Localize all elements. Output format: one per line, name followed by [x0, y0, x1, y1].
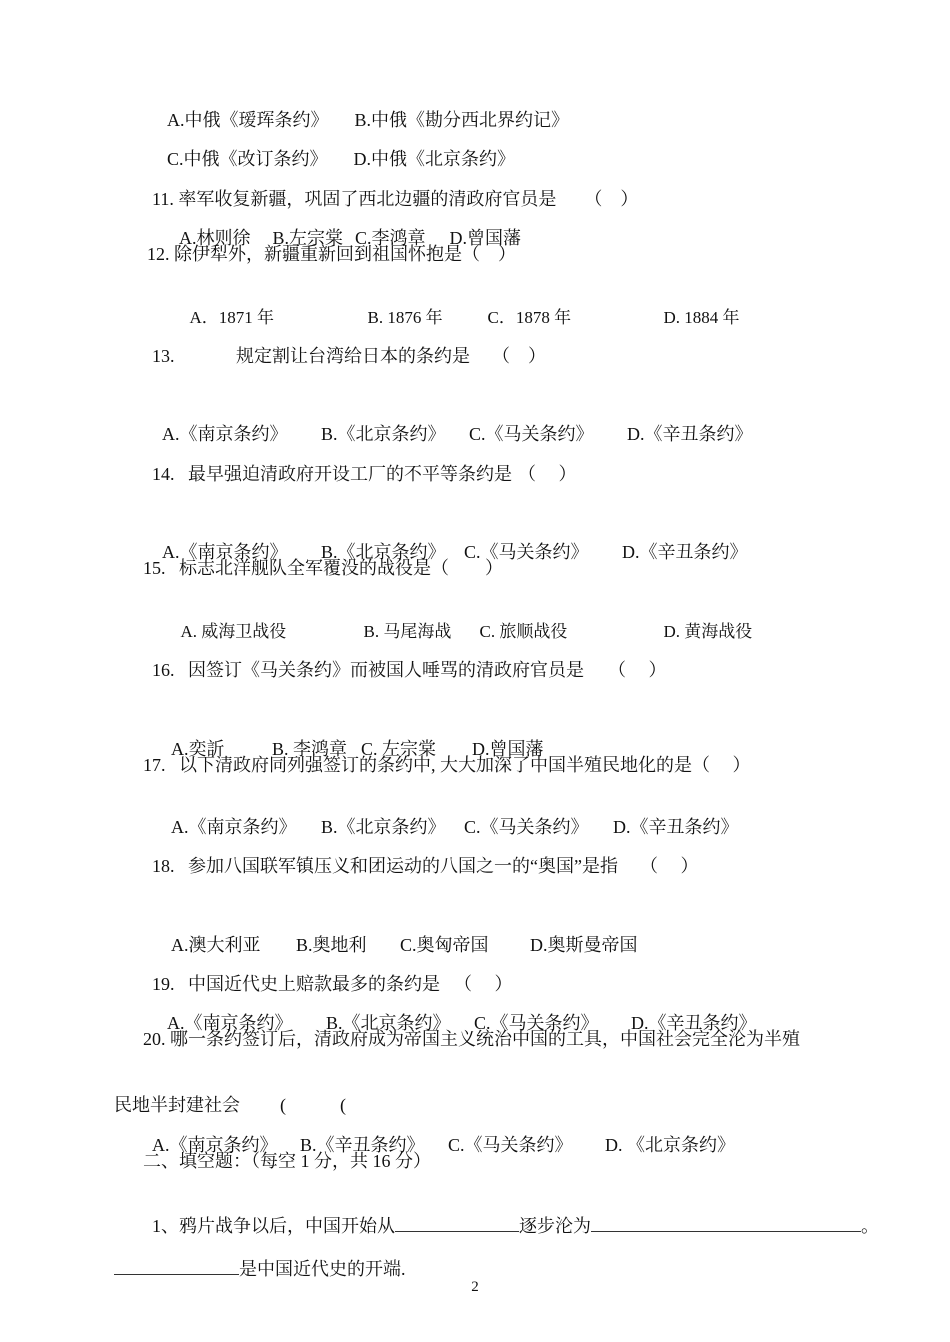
- option-a: A.《南京条约》: [152, 1135, 278, 1155]
- question-15-stem: 15. 标志北洋舰队全军覆没的战役是（ ）: [143, 558, 503, 578]
- option-d: D. 《北京条约》: [605, 1135, 735, 1155]
- option-b: B. 1876 年: [367, 308, 443, 327]
- option-d: D.《辛丑条约》: [631, 1013, 757, 1033]
- answer-blank[interactable]: [114, 1256, 239, 1275]
- option-b: B.左宗棠: [272, 228, 344, 248]
- option-c: C. 旅顺战役: [479, 622, 568, 641]
- option-b: B.奥地利: [296, 935, 367, 955]
- question-12-options: [181, 282, 740, 327]
- option-c: C.奥匈帝国: [400, 935, 489, 955]
- question-16-options: [162, 713, 544, 759]
- option-d: D. 黄海战役: [663, 622, 753, 641]
- question-15-options: [172, 596, 753, 641]
- option-a: A.《南京条约》: [167, 1013, 293, 1033]
- answer-paren: （ ）: [492, 346, 546, 366]
- option-b: B.《北京条约》: [321, 542, 446, 562]
- answer-blank[interactable]: [591, 1213, 861, 1232]
- answer-paren: （ ）: [518, 464, 577, 484]
- option-d: D.曾国藩: [449, 228, 522, 248]
- option-c: C．1878 年: [487, 308, 572, 327]
- question-13-stem: 13. 规定割让台湾给日本的条约是 （ ）: [152, 346, 546, 366]
- q10-options-row-1: [158, 84, 570, 130]
- question-19-stem: 19. 中国近代史上赔款最多的条约是 （ ）: [152, 974, 513, 994]
- option-a: A.《南京条约》: [162, 542, 288, 562]
- question-16-stem: 16. 因签订《马关条约》而被国人唾骂的清政府官员是 （ ）: [152, 660, 667, 680]
- question-11-stem: 11. 率军收复新疆，巩固了西北边疆的清政府官员是 （ ）: [152, 189, 639, 209]
- option-c: C.李鸿章: [355, 228, 426, 248]
- option-c: C.《马关条约》: [469, 424, 594, 444]
- fill-in-1-line1: 1、鸦片战争以后，中国开始从 逐步沦为 。: [143, 1189, 879, 1213]
- option-b: B. 李鸿章: [272, 739, 348, 759]
- question-18-stem: 18. 参加八国联军镇压义和团运动的八国之一的“奥国”是指 （ ）: [152, 856, 699, 876]
- option-c: C.《马关条约》: [474, 1013, 599, 1033]
- option-b: B.《北京条约》: [321, 817, 446, 837]
- option-a: A.林则徐: [179, 228, 251, 248]
- option-b: B.《辛丑条约》: [300, 1135, 425, 1155]
- answer-paren: （ ）: [584, 189, 639, 209]
- question-20-options: [143, 1109, 735, 1155]
- option-d: D.中俄《北京条约》: [353, 149, 516, 169]
- option-d: D.奥斯曼帝国: [530, 935, 638, 955]
- option-a: A.《南京条约》: [171, 817, 297, 837]
- option-d: D. 1884 年: [663, 308, 740, 327]
- page-number: 2: [471, 1279, 479, 1295]
- option-a: A.中俄《瑷珲条约》: [167, 110, 329, 130]
- option-d: D.曾国藩: [472, 739, 544, 759]
- option-a: A.澳大利亚: [171, 935, 261, 955]
- question-17-stem: 17. 以下清政府同列强签订的条约中, 大大加深了中国半殖民地化的是（ ）: [143, 755, 751, 775]
- answer-paren: ( (: [280, 1095, 346, 1115]
- question-19-options: [158, 987, 757, 1033]
- option-b: B. 马尾海战: [363, 622, 452, 641]
- option-b: B.中俄《勘分西北界约记》: [354, 110, 570, 130]
- question-20-stem-line1: 20. 哪一条约签订后，清政府成为帝国主义统治中国的工具，中国社会完全沦为半殖: [143, 1029, 800, 1049]
- question-11-options: [170, 202, 522, 248]
- q10-options-row-2: [158, 123, 516, 169]
- answer-paren: （ ）: [608, 660, 667, 680]
- question-14-stem: 14. 最早强迫清政府开设工厂的不平等条约是 （ ）: [152, 464, 577, 484]
- option-c: C.《马关条约》: [464, 817, 589, 837]
- section-2-heading: 二、填空题：（每空 1 分，共 16 分）: [143, 1151, 431, 1171]
- answer-paren: （ ）: [639, 856, 699, 876]
- answer-blank[interactable]: [395, 1213, 519, 1232]
- question-13-options: [153, 398, 753, 444]
- option-d: D.《辛丑条约》: [627, 424, 753, 444]
- question-17-options: [162, 791, 739, 837]
- option-b: B.《北京条约》: [321, 424, 446, 444]
- question-18-options: [162, 909, 638, 955]
- question-14-options: [153, 516, 748, 562]
- option-a: A．1871 年: [189, 308, 275, 327]
- option-d: D.《辛丑条约》: [622, 542, 748, 562]
- fill-in-1-line2: 是中国近代史的开端.: [105, 1232, 406, 1256]
- option-d: D.《辛丑条约》: [613, 817, 739, 837]
- option-c: C. 左宗棠: [361, 739, 437, 759]
- option-c: C.《马关条约》: [464, 542, 589, 562]
- question-12-stem: 12. 除伊犁外，新疆重新回到祖国怀抱是（ ）: [147, 244, 516, 264]
- option-a: A.《南京条约》: [162, 424, 288, 444]
- option-c: C.中俄《改订条约》: [167, 149, 328, 169]
- answer-paren: （ ）: [454, 974, 513, 994]
- option-b: B.《北京条约》: [326, 1013, 451, 1033]
- option-c: C.《马关条约》: [448, 1135, 573, 1155]
- question-20-stem-line2: 民地半封建社会 ( (: [114, 1095, 346, 1115]
- option-a: A. 威海卫战役: [180, 622, 287, 641]
- option-a: A.奕訢: [171, 739, 225, 759]
